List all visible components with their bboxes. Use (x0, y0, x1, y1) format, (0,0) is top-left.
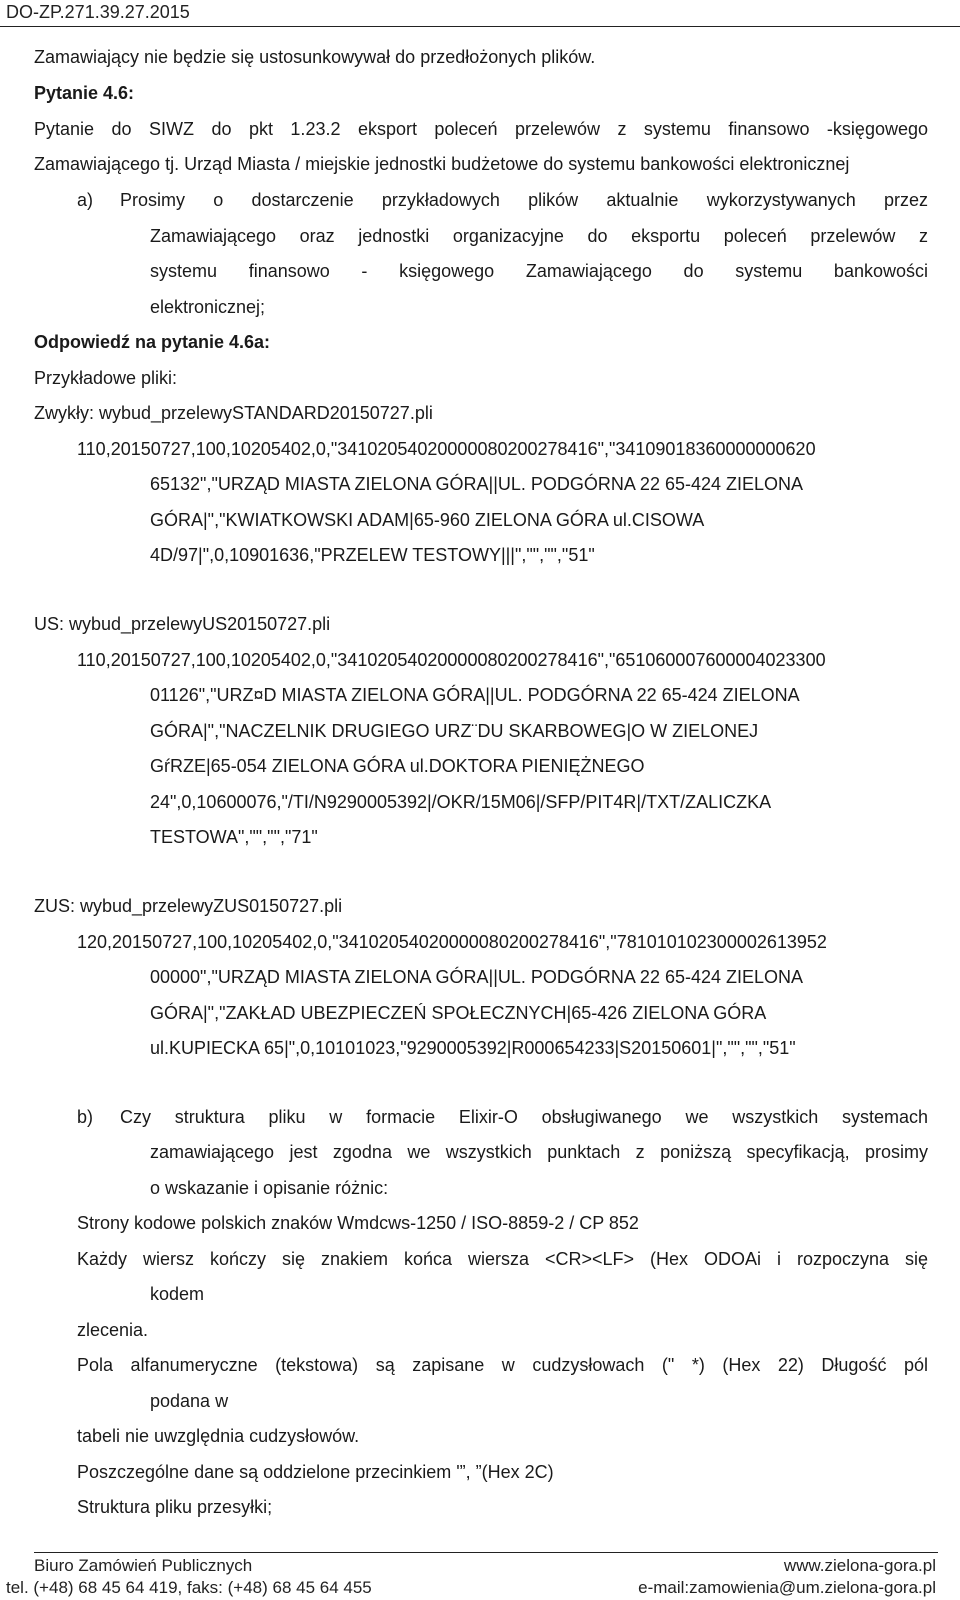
item-b-line-1: Czy struktura pliku w formacie Elixir-O obsługiwanego we wszystkich systemach (120, 1107, 928, 1127)
standard-record-line-4: 4D/97|",0,10901636,"PRZELEW TESTOWY|||","","","51" (150, 545, 595, 565)
header-divider (0, 26, 960, 27)
item-a-line-2: Zamawiającego oraz jednostki organizacyjne do eksportu poleceń przelewów z (150, 226, 928, 246)
us-record-line-5: 24",0,10600076,"/TI/N9290005392|/OKR/15M06|/SFP/PIT4R|/TXT/ZALICZKA (150, 792, 772, 812)
footer-divider (34, 1552, 938, 1553)
zus-file-label: ZUS: wybud_przelewyZUS0150727.pli (34, 896, 343, 916)
spec-alnum-fields-3: tabeli nie uwzględnia cudzysłowów. (77, 1426, 360, 1446)
paragraph-statement: Zamawiający nie będzie się ustosunkowywał do przedłożonych plików. (34, 47, 596, 67)
zus-record-line-2: 00000","URZĄD MIASTA ZIELONA GÓRA||UL. PODGÓRNA 22 65-424 ZIELONA (150, 967, 804, 987)
zus-record-line-3: GÓRA|","ZAKŁAD UBEZPIECZEŃ SPOŁECZNYCH|65-426 ZIELONA GÓRA (150, 1003, 767, 1023)
footer-office: Biuro Zamówień Publicznych (34, 1556, 253, 1575)
footer-website[interactable]: www.zielona-gora.pl (783, 1556, 936, 1575)
spec-code-pages: Strony kodowe polskich znaków Wmdcws-1250 / ISO-8859-2 / CP 852 (77, 1213, 639, 1233)
spec-alnum-fields-1: Pola alfanumeryczne (tekstowa) są zapisane w cudzysłowach (" *) (Hex 22) Długość pól (77, 1355, 928, 1375)
item-b-line-2: zamawiającego jest zgodna we wszystkich punktach z poniższą specyfikacją, prosimy (150, 1142, 928, 1162)
sample-files-label: Przykładowe pliki: (34, 368, 178, 388)
question-title: Pytanie 4.6: (34, 83, 135, 103)
us-record-line-1: 110,20150727,100,10205402,0,"34102054020000080200278416","651060007600004023300 (77, 650, 826, 670)
item-a-line-4: elektronicznej; (150, 297, 266, 317)
question-line-2: Zamawiającego tj. Urząd Miasta / miejskie jednostki budżetowe do systemu bankowości elektronicznej (34, 154, 850, 174)
zus-record-line-4: ul.KUPIECKA 65|",0,10101023,"9290005392|R000654233|S20150601|","","","51" (150, 1038, 796, 1058)
item-a-line-1: Prosimy o dostarczenie przykładowych plików aktualnie wykorzystywanych przez (120, 190, 928, 210)
standard-file-label: Zwykły: wybud_przelewySTANDARD20150727.pli (34, 403, 433, 423)
us-file-label: US: wybud_przelewyUS20150727.pli (34, 614, 331, 634)
spec-line-ending-1: Każdy wiersz kończy się znakiem końca wiersza <CR><LF> (Hex ODOAi i rozpoczyna się (77, 1249, 928, 1269)
spec-alnum-fields-2: podana w (150, 1391, 229, 1411)
item-a-line-3: systemu finansowo - księgowego Zamawiającego do systemu bankowości (150, 261, 928, 281)
footer-email[interactable]: e-mail:zamowienia@um.zielona-gora.pl (638, 1578, 936, 1597)
standard-record-line-1: 110,20150727,100,10205402,0,"34102054020000080200278416","34109018360000000620 (77, 439, 816, 459)
item-b-marker: b) (77, 1107, 94, 1127)
spec-line-ending-3: zlecenia. (77, 1320, 149, 1340)
footer-phone: tel. (+48) 68 45 64 419, faks: (+48) 68 45 64 455 (6, 1578, 372, 1597)
zus-record-line-1: 120,20150727,100,10205402,0,"34102054020000080200278416","781010102300002613952 (77, 932, 827, 952)
us-record-line-6: TESTOWA","","","71" (150, 827, 318, 847)
us-record-line-2: 01126","URZ¤D MIASTA ZIELONA GÓRA||UL. PODGÓRNA 22 65-424 ZIELONA (150, 685, 800, 705)
us-record-line-4: GŕRZE|65-054 ZIELONA GÓRA ul.DOKTORA PIENIĘŻNEGO (150, 756, 645, 776)
item-b-line-3: o wskazanie i opisanie różnic: (150, 1178, 389, 1198)
item-a-marker: a) (77, 190, 94, 210)
spec-file-structure: Struktura pliku przesyłki; (77, 1497, 273, 1517)
document-code: DO-ZP.271.39.27.2015 (6, 2, 190, 22)
standard-record-line-2: 65132","URZĄD MIASTA ZIELONA GÓRA||UL. PODGÓRNA 22 65-424 ZIELONA (150, 474, 804, 494)
standard-record-line-3: GÓRA|","KWIATKOWSKI ADAM|65-960 ZIELONA GÓRA ul.CISOWA (150, 510, 705, 530)
spec-line-ending-2: kodem (150, 1284, 205, 1304)
answer-title: Odpowiedź na pytanie 4.6a: (34, 332, 271, 352)
us-record-line-3: GÓRA|","NACZELNIK DRUGIEGO URZ¨DU SKARBOWEG|O W ZIELONEJ (150, 721, 759, 741)
spec-separator: Poszczególne dane są oddzielone przecinkiem '”, ”(Hex 2C) (77, 1462, 554, 1482)
question-line-1: Pytanie do SIWZ do pkt 1.23.2 eksport poleceń przelewów z systemu finansowo -księgowego (34, 119, 928, 139)
